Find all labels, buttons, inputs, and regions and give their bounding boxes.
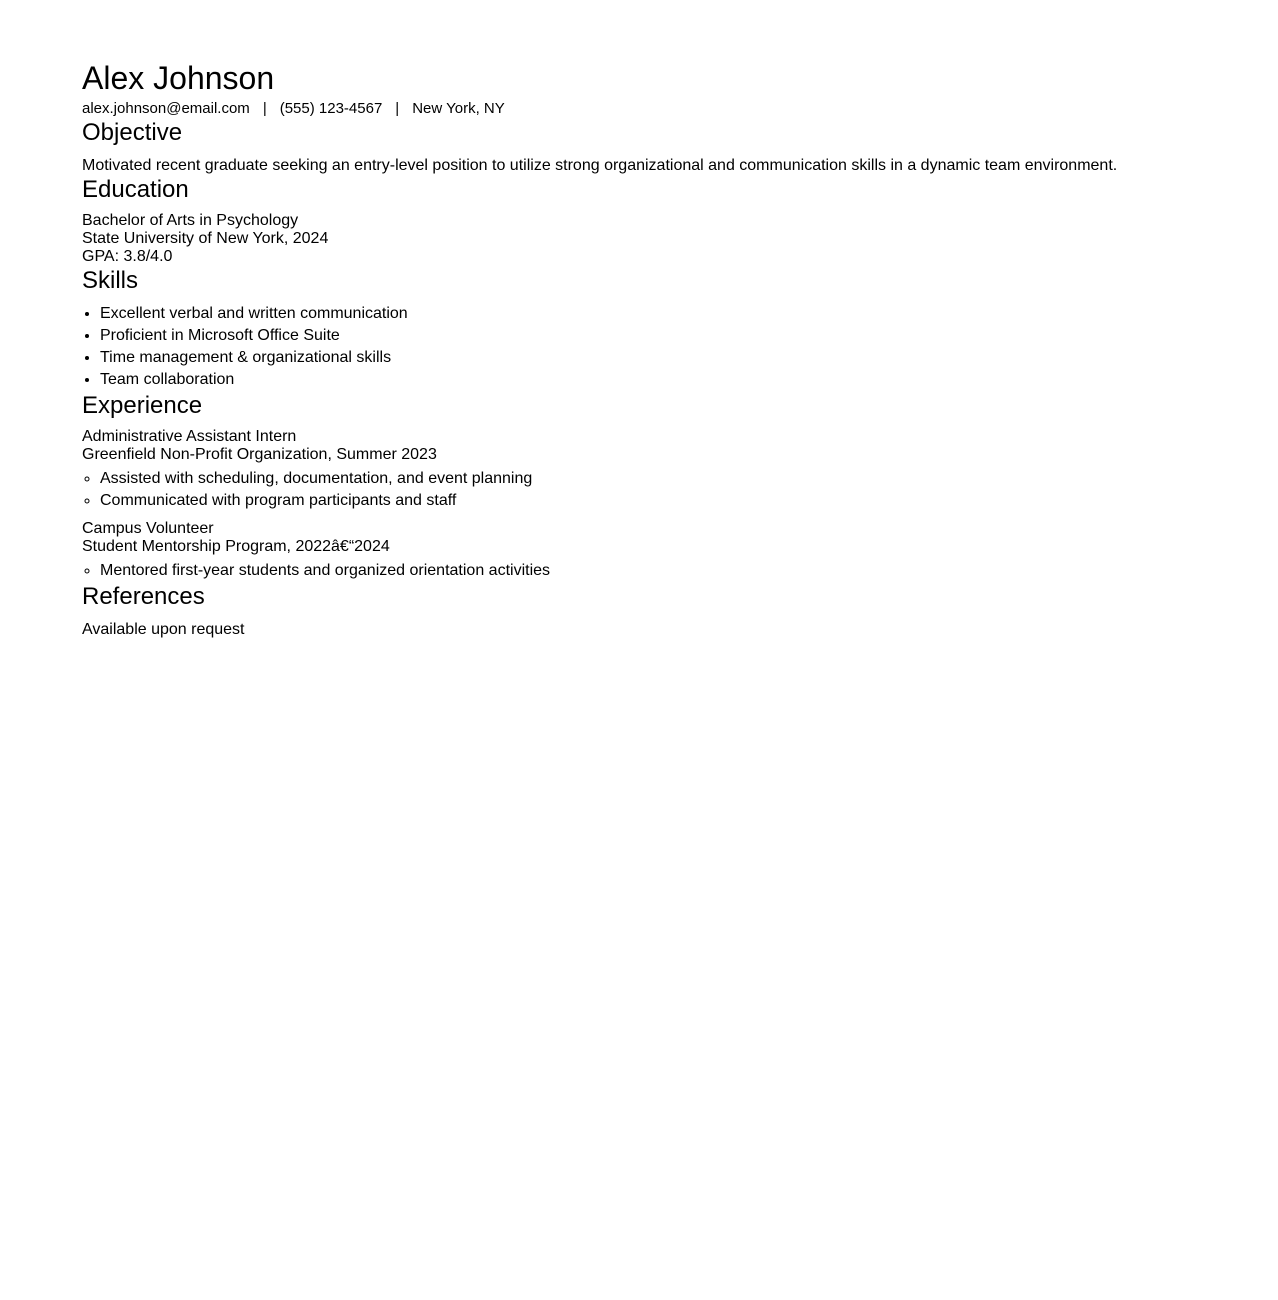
job-organization: Greenfield Non-Profit Organization, Summer 2023: [82, 446, 437, 463]
references-text: Available upon request: [82, 621, 245, 638]
skill-item: • Excellent verbal and written communication: [100, 303, 1196, 325]
skills-heading: Skills: [82, 267, 139, 294]
objective-heading: Objective: [82, 119, 183, 146]
contact-line: [82, 100, 1196, 118]
skill-item: • Proficient in Microsoft Office Suite: [100, 325, 1196, 347]
education-gpa: GPA: 3.8/4.0: [82, 248, 173, 265]
job-duty-item: ◦ Communicated with program participants and staff: [100, 490, 1196, 512]
job-duty-item: ◦ Assisted with scheduling, documentation, and event planning: [100, 468, 1196, 490]
education-heading: Education: [82, 176, 189, 203]
contact-location: New York, NY: [412, 100, 505, 117]
skill-item: • Team collaboration: [100, 369, 1196, 391]
skills-list: [82, 303, 1196, 391]
education-entry: [82, 212, 1196, 266]
job-role: Campus Volunteer: [82, 520, 214, 537]
objective-text: Motivated recent graduate seeking an entry-level position to utilize strong organizational and communication skills in a dynamic team environment.: [82, 157, 1118, 174]
experience-entry: [82, 520, 1196, 582]
education-degree: Bachelor of Arts in Psychology: [82, 212, 299, 229]
job-duties-list: [82, 468, 1196, 512]
job-role: Administrative Assistant Intern: [82, 428, 297, 445]
contact-email: alex.johnson@email.com: [82, 100, 250, 117]
experience-entry: [82, 428, 1196, 512]
job-duties-list: [82, 560, 1196, 582]
candidate-name: Alex Johnson: [82, 60, 275, 96]
education-school: State University of New York, 2024: [82, 230, 329, 247]
resume-page: [0, 0, 1278, 639]
contact-separator: |: [395, 100, 400, 117]
contact-phone: (555) 123-4567: [279, 100, 383, 117]
job-organization: Student Mentorship Program, 2022â€“2024: [82, 538, 390, 555]
references-heading: References: [82, 583, 205, 610]
skill-item: • Time management & organizational skills: [100, 347, 1196, 369]
job-duty-item: ◦ Mentored first-year students and organized orientation activities: [100, 560, 1196, 582]
experience-heading: Experience: [82, 392, 203, 419]
contact-separator: |: [262, 100, 267, 117]
